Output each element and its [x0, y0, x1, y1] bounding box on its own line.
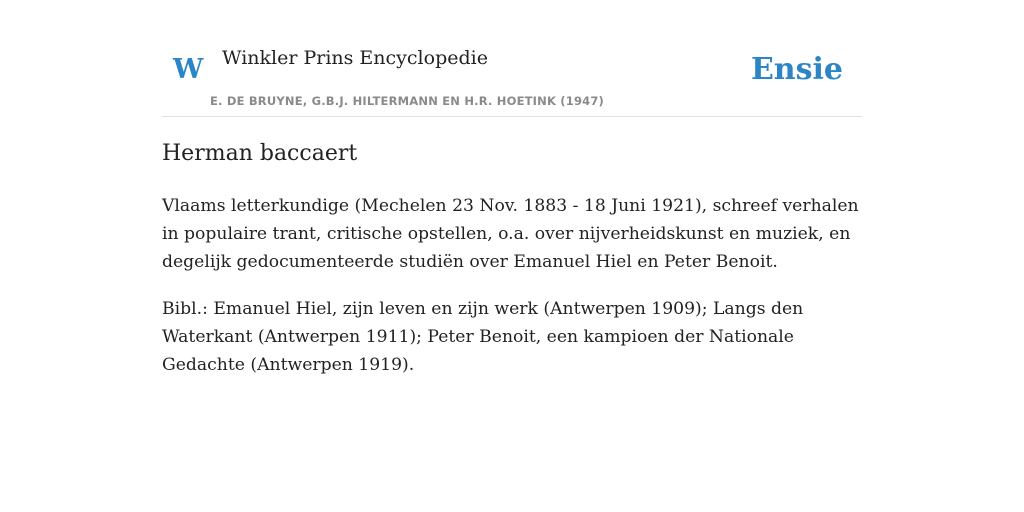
article-paragraph-definition: Vlaams letterkundige (Mechelen 23 Nov. 1883 - 18 Juni 1921), schreef verhalen in populaire trant, critische opstellen, o.a. over nijverheidskunst en muziek, en degelijk gedocumenteerde studiën over Emanuel Hiel en Peter Benoit.	[162, 196, 859, 272]
source-authors: E. DE BRUYNE, G.B.J. HILTERMANN EN H.R. HOETINK (1947)	[210, 94, 605, 108]
article-paragraph-bibliography: Bibl.: Emanuel Hiel, zijn leven en zijn werk (Antwerpen 1909); Langs den Waterkant (Antwerpen 1911); Peter Benoit, een kampioen der Nationale Gedachte (Antwerpen 1919).	[162, 299, 804, 375]
source-title[interactable]: Winkler Prins Encyclopedie	[222, 47, 488, 69]
article-title: Herman baccaert	[162, 141, 358, 166]
source-header	[162, 0, 862, 117]
article	[162, 138, 862, 379]
source-logo[interactable]: W	[173, 54, 204, 85]
ensie-logo-link[interactable]: Ensie	[750, 52, 843, 87]
